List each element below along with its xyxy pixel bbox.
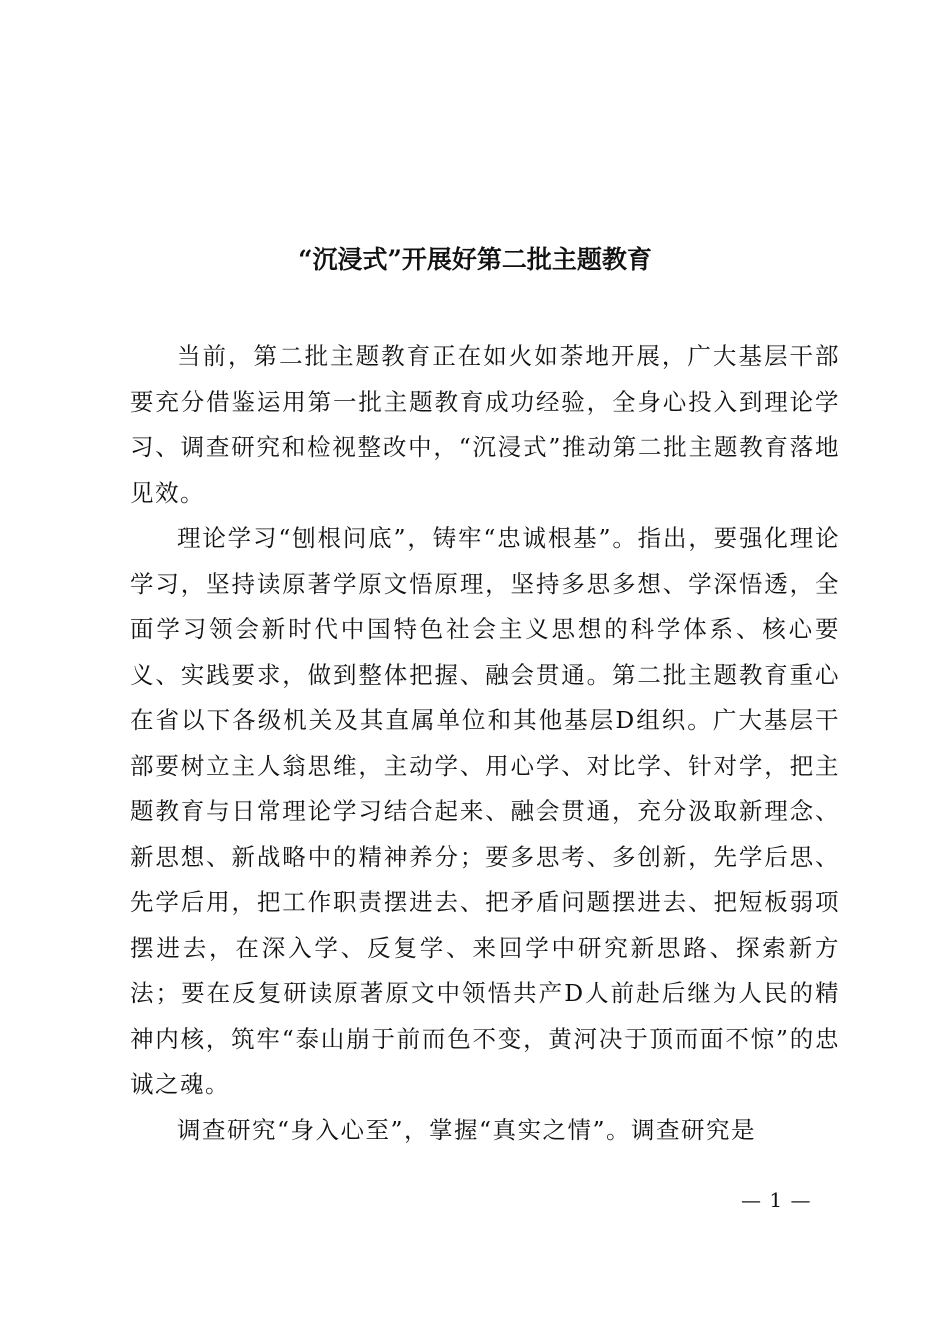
page-number: — 1 — [741,1188,812,1212]
document-body [130,334,840,1153]
document-title: “沉浸式”开展好第二批主题教育 [298,245,652,274]
paragraph-intro: 当前，第二批主题教育正在如火如荼地开展，广大基层干部要充分借鉴运用第一批主题教育成功经验，全身心投入到理论学习、调查研究和检视整改中，“沉浸式”推动第二批主题教育落地见效。 [130,342,840,507]
paragraph-theory-study: 理论学习“刨根问底”，铸牢“忠诚根基”。指出，要强化理论学习，坚持读原著学原文悟原理，坚持多思多想、学深悟透，全面学习领会新时代中国特色社会主义思想的科学体系、核心要义、实践要求，做到整体把握、融会贯通。第二批主题教育重心在省以下各级机关及其直属单位和其他基层D组织。广大基层干部要树立主人翁思维，主动学、用心学、对比学、针对学，把主题教育与日常理论学习结合起来、融会贯通，充分汲取新理念、新思想、新战略中的精神养分；要多思考、多创新，先学后思、先学后用，把工作职责摆进去、把矛盾问题摆进去、把短板弱项摆进去，在深入学、反复学、来回学中研究新思路、探索新方法；要在反复研读原著原文中领悟共产D人前赴后继为人民的精神内核，筑牢“泰山崩于前而色不变，黄河决于顶而面不惊”的忠诚之魂。 [130,524,840,1098]
paragraph-investigation: 调查研究“身入心至”，掌握“真实之情”。调查研究是 [177,1115,757,1144]
